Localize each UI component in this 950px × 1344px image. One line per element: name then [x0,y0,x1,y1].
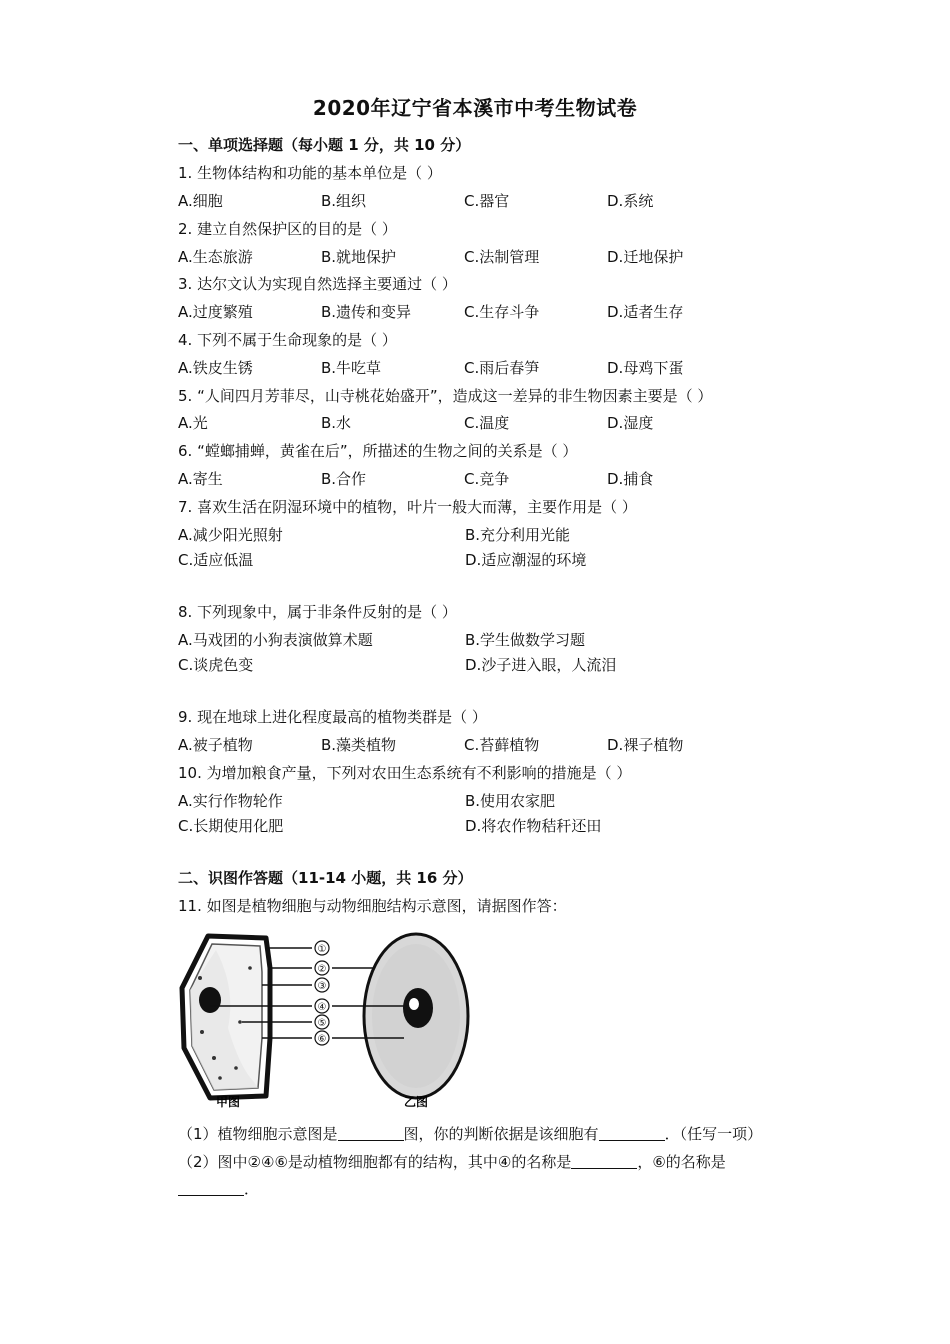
option-c: C.苔藓植物 [464,736,540,754]
plant-nucleus [199,987,221,1013]
question-6-options [178,468,653,489]
option-c: C.竞争 [464,470,510,488]
option-c: C.长期使用化肥 [178,817,284,835]
question-2: 2. 建立自然保护区的目的是（ ） [178,220,397,238]
question-9: 9. 现在地球上进化程度最高的植物类群是（ ） [178,708,487,726]
label-3: ③ [317,981,327,992]
sub1-text-c: ．（任写一项） [664,1125,763,1143]
option-d: D.捕食 [607,470,654,488]
option-d: D.系统 [607,192,654,210]
option-b: B.藻类植物 [321,736,397,754]
label-5: ⑤ [317,1018,327,1029]
section-2-heading: 二、识图作答题（11-14 小题，共 16 分） [178,869,473,887]
sub2-text-b: ，⑥的名称是 [637,1153,726,1171]
option-d: D.裸子植物 [607,736,684,754]
label-2: ② [317,964,327,975]
option-d: D.迁地保护 [607,248,684,266]
option-a: A.实行作物轮作 [178,792,283,810]
answer-blank-3[interactable] [571,1154,637,1169]
question-4: 4. 下列不属于生命现象的是（ ） [178,331,397,349]
question-11: 11. 如图是植物细胞与动物细胞结构示意图，请据图作答： [178,897,567,915]
question-6: 6. “螳螂捕蝉，黄雀在后”，所描述的生物之间的关系是（ ） [178,442,578,460]
question-11-sub-2 [178,1151,726,1172]
animal-nucleus [403,988,433,1028]
option-b: B.遗传和变异 [321,303,412,321]
plant-cell [182,936,270,1098]
option-a: A.寄生 [178,470,223,488]
option-b: B.合作 [321,470,367,488]
question-8-options-row1 [178,629,585,650]
sub2-text-a: （2）图中②④⑥是动植物细胞都有的结构，其中④的名称是 [178,1153,572,1171]
option-d: D.适者生存 [607,303,684,321]
label-6: ⑥ [317,1034,327,1045]
question-3: 3. 达尔文认为实现自然选择主要通过（ ） [178,275,457,293]
option-b: B.组织 [321,192,367,210]
question-10-options-row2 [178,815,601,836]
question-5: 5. “人间四月芳菲尽，山寺桃花始盛开”，造成这一差异的非生物因素主要是（ ） [178,387,713,405]
option-c: C.温度 [464,414,510,432]
cell-diagram [176,928,486,1118]
caption-left: 甲图 [215,1095,241,1109]
option-a: A.被子植物 [178,736,253,754]
question-9-options [178,734,683,755]
option-d: D.母鸡下蛋 [607,359,684,377]
option-a: A.生态旅游 [178,248,253,266]
option-a: A.减少阳光照射 [178,526,283,544]
option-a: A.光 [178,414,208,432]
option-c: C.器官 [464,192,510,210]
question-2-options [178,246,683,267]
question-5-options [178,412,653,433]
question-11-sub-1 [178,1123,762,1144]
option-c: C.谈虎色变 [178,656,254,674]
option-c: C.适应低温 [178,551,254,569]
option-c: C.雨后春笋 [464,359,540,377]
option-c: C.法制管理 [464,248,540,266]
sub1-text-b: 图，你的判断依据是该细胞有 [403,1125,599,1143]
option-b: B.使用农家肥 [465,792,556,810]
question-1-options [178,190,653,211]
label-4: ④ [317,1002,327,1013]
sub1-text-a: （1）植物细胞示意图是 [178,1125,338,1143]
question-10-options-row1 [178,790,555,811]
question-3-options [178,301,683,322]
option-b: B.学生做数学习题 [465,631,586,649]
option-a: A.过度繁殖 [178,303,253,321]
label-1: ① [317,944,327,955]
option-a: A.马戏团的小狗表演做算术题 [178,631,373,649]
option-d: D.将农作物秸秆还田 [465,817,602,835]
option-b: B.牛吃草 [321,359,382,377]
answer-blank-4[interactable] [178,1181,244,1196]
section-1-heading: 一、单项选择题（每小题 1 分，共 10 分） [178,136,471,154]
option-b: B.就地保护 [321,248,397,266]
question-8: 8. 下列现象中，属于非条件反射的是（ ） [178,603,457,621]
option-b: B.充分利用光能 [465,526,571,544]
question-1: 1. 生物体结构和功能的基本单位是（ ） [178,164,442,182]
sub2-text-c: ． [244,1180,260,1198]
question-8-options-row2 [178,654,616,675]
option-d: D.适应潮湿的环境 [465,551,587,569]
answer-blank-1[interactable] [338,1126,404,1141]
question-11-sub-2-cont [178,1178,259,1199]
option-c: C.生存斗争 [464,303,540,321]
question-7-options-row1 [178,524,570,545]
question-10: 10. 为增加粮食产量，下列对农田生态系统有不利影响的措施是（ ） [178,764,632,782]
option-d: D.湿度 [607,414,654,432]
option-a: A.铁皮生锈 [178,359,253,377]
option-b: B.水 [321,414,352,432]
question-7: 7. 喜欢生活在阴湿环境中的植物，叶片一般大而薄，主要作用是（ ） [178,498,637,516]
answer-blank-2[interactable] [599,1126,665,1141]
caption-right: 乙图 [403,1095,429,1109]
exam-title: 2020年辽宁省本溪市中考生物试卷 [312,96,638,120]
option-d: D.沙子进入眼，人流泪 [465,656,617,674]
question-4-options [178,357,683,378]
animal-cell [364,934,468,1098]
option-a: A.细胞 [178,192,223,210]
question-7-options-row2 [178,549,586,570]
